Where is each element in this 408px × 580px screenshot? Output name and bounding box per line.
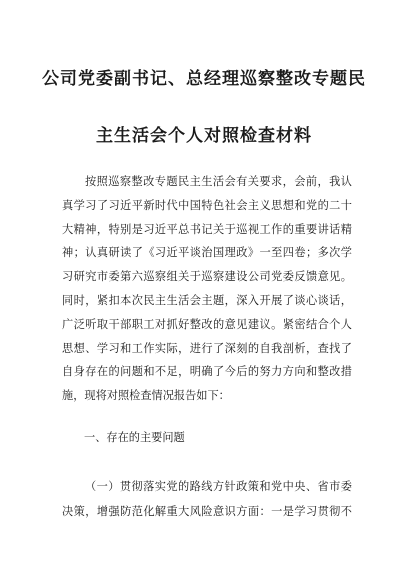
paragraph-line: 神；认真研读了《习近平谈治国理政》一至四卷；多次学 <box>62 246 352 260</box>
section-heading: 一、存在的主要问题 <box>84 431 185 444</box>
paragraph-line: 广泛听取干部职工对抓好整改的意见建议。紧密结合个人 <box>62 317 352 331</box>
paragraph-line: 施，现将对照检查情况报告如下： <box>62 389 230 403</box>
paragraph-line: 大精神，特别是习近平总书记关于巡视工作的重要讲话精 <box>62 222 352 236</box>
paragraph-line: 习研究市委第六巡察组关于巡察建设公司党委反馈意见。 <box>62 270 352 284</box>
paragraph-line: 按照巡察整改专题民主生活会有关要求，会前，我认 <box>85 175 352 188</box>
paragraph-line: （一）贯彻落实党的路线方针政策和党中央、省市委 <box>85 480 352 493</box>
paragraph-line: 同时，紧扣本次民主生活会主题，深入开展了谈心谈话， <box>62 293 352 307</box>
paragraph-line: 自身存在的问题和不足，明确了今后的努力方向和整改措 <box>62 365 352 379</box>
section-paragraph <box>62 474 352 524</box>
paragraph-line: 决策，增强防范化解重大风险意识方面：一是学习贯彻不 <box>62 505 352 518</box>
intro-paragraph <box>62 170 352 408</box>
document-title-line-2: 主生活会个人对照检查材料 <box>96 126 312 146</box>
document-title-line-1: 公司党委副书记、总经理巡察整改专题民 <box>42 69 366 89</box>
paragraph-line: 思想、学习和工作实际，进行了深刻的自我剖析，查找了 <box>62 341 352 355</box>
paragraph-line: 真学习了习近平新时代中国特色社会主义思想和党的二十 <box>62 198 352 212</box>
